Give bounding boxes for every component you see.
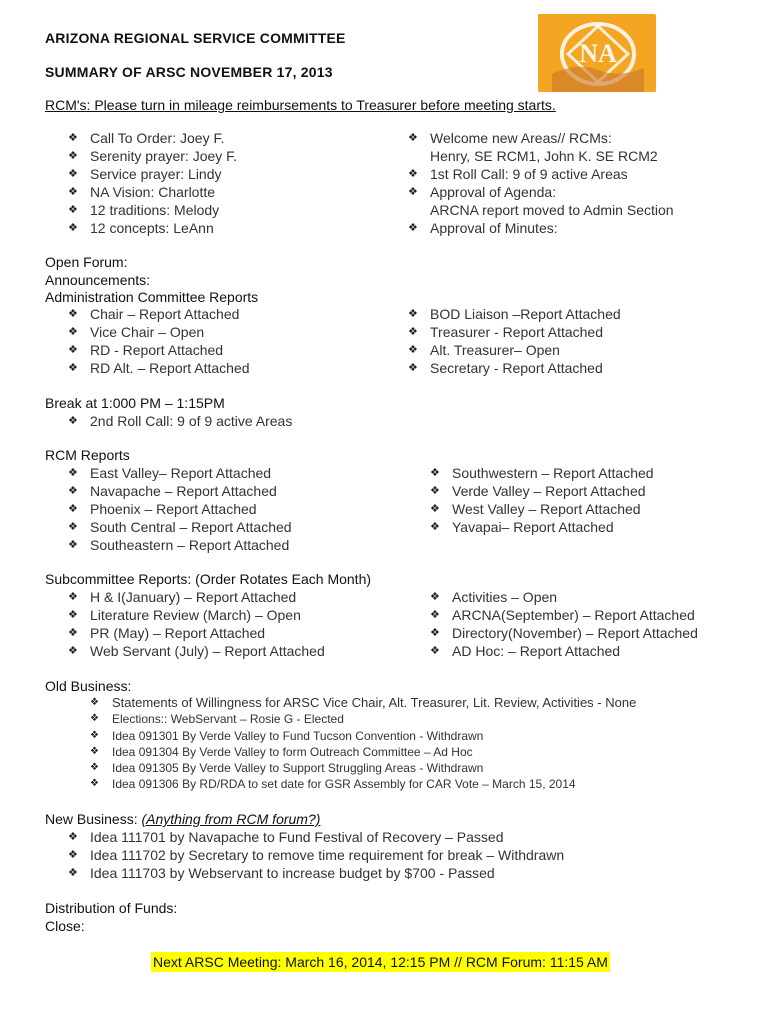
list-item-text: West Valley – Report Attached (452, 501, 641, 517)
list-item-text: Southwestern – Report Attached (452, 465, 654, 481)
org-title: ARIZONA REGIONAL SERVICE COMMITTEE (45, 30, 346, 46)
list-item (68, 305, 250, 323)
list-item-text: Statements of Willingness for ARSC Vice Chair, Alt. Treasurer, Lit. Review, Activities - None (112, 695, 637, 710)
list-item (68, 518, 292, 536)
list-item-text: 1st Roll Call: 9 of 9 active Areas (430, 166, 628, 182)
bullet-icon: ❖ (408, 344, 418, 356)
opening-right-list (408, 129, 674, 237)
bullet-icon: ❖ (68, 204, 78, 216)
bullet-icon: ❖ (430, 503, 440, 515)
list-item (68, 536, 292, 554)
list-item-text: H & I(January) – Report Attached (90, 589, 297, 605)
list-item-text: Idea 111701 by Navapache to Fund Festival of Recovery – Passed (90, 829, 504, 845)
subcommittee-left-list (68, 588, 325, 660)
list-item (68, 412, 292, 430)
list-item-text: Phoenix – Report Attached (90, 501, 257, 517)
new-business-heading (45, 811, 320, 827)
list-item-text: Yavapai– Report Attached (452, 519, 614, 535)
list-item (68, 183, 237, 201)
list-item-text: Call To Order: Joey F. (90, 130, 225, 146)
bullet-icon: ❖ (68, 539, 78, 551)
bullet-icon: ❖ (90, 762, 99, 774)
rcm-right-list (430, 464, 654, 536)
list-item (430, 606, 698, 624)
bullet-icon: ❖ (68, 467, 78, 479)
list-item (430, 500, 654, 518)
list-item (408, 219, 674, 237)
list-item-text: Idea 111702 by Secretary to remove time requirement for break – Withdrawn (90, 847, 565, 863)
list-item (68, 219, 237, 237)
list-item-text: Vice Chair – Open (90, 324, 205, 340)
list-item (68, 129, 237, 147)
list-item-text: Southeastern – Report Attached (90, 537, 290, 553)
list-item (430, 624, 698, 642)
list-item (90, 744, 636, 760)
list-item (68, 828, 564, 846)
new-business-list (68, 828, 564, 882)
bullet-icon: ❖ (68, 186, 78, 198)
list-item-text: Idea 091301 By Verde Valley to Fund Tucson Convention - Withdrawn (112, 728, 484, 743)
list-item (68, 624, 325, 642)
list-item-text: Alt. Treasurer– Open (430, 342, 560, 358)
bullet-icon: ❖ (68, 521, 78, 533)
list-item (68, 500, 292, 518)
list-item (68, 482, 292, 500)
list-item (430, 642, 698, 660)
bullet-icon: ❖ (90, 697, 99, 708)
distribution-heading: Distribution of Funds: (45, 900, 178, 916)
bullet-icon: ❖ (408, 132, 418, 144)
bullet-icon: ❖ (68, 485, 78, 497)
list-item (68, 642, 325, 660)
bullet-icon: ❖ (408, 222, 418, 234)
bullet-icon: ❖ (68, 308, 78, 320)
list-item-text: Treasurer - Report Attached (430, 324, 604, 340)
list-item-text: Approval of Agenda: (430, 184, 557, 200)
list-item-text: Approval of Minutes: (430, 220, 558, 236)
bullet-icon: ❖ (68, 150, 78, 162)
bullet-icon: ❖ (408, 168, 418, 180)
list-item (430, 482, 654, 500)
rcm-note: RCM's: Please turn in mileage reimbursements to Treasurer before meeting starts. (45, 97, 556, 113)
list-item-text: Idea 091304 By Verde Valley to form Outreach Committee – Ad Hoc (112, 744, 473, 759)
list-item (408, 359, 621, 377)
list-item (68, 323, 250, 341)
list-item (68, 864, 564, 882)
list-item-text: 2nd Roll Call: 9 of 9 active Areas (90, 413, 293, 429)
list-item-text: Idea 091305 By Verde Valley to Support Struggling Areas - Withdrawn (112, 761, 484, 776)
bullet-icon: ❖ (430, 591, 440, 603)
svg-text:NA: NA (579, 39, 617, 68)
bullet-icon: ❖ (90, 778, 99, 790)
list-item-text: PR (May) – Report Attached (90, 625, 266, 641)
list-item-text: RD Alt. – Report Attached (90, 360, 250, 376)
list-item-continuation: ARCNA report moved to Admin Section (430, 202, 674, 218)
list-item-text: Literature Review (March) – Open (90, 607, 301, 623)
list-item (90, 695, 636, 711)
bullet-icon: ❖ (430, 645, 440, 657)
next-meeting-highlight: Next ARSC Meeting: March 16, 2014, 12:15 PM // RCM Forum: 11:15 AM (153, 954, 608, 970)
list-item (430, 464, 654, 482)
list-item (408, 341, 621, 359)
list-item (68, 147, 237, 165)
bullet-icon: ❖ (68, 344, 78, 356)
list-item-text: Directory(November) – Report Attached (452, 625, 698, 641)
list-item (90, 760, 636, 776)
list-item-text: BOD Liaison –Report Attached (430, 306, 621, 322)
bullet-icon: ❖ (68, 503, 78, 515)
bullet-icon: ❖ (68, 645, 78, 657)
list-item-text: East Valley– Report Attached (90, 465, 272, 481)
bullet-icon: ❖ (430, 521, 440, 533)
list-item-text: RD - Report Attached (90, 342, 224, 358)
new-business-label: New Business: (45, 811, 138, 827)
list-item-text: NA Vision: Charlotte (90, 184, 216, 200)
bullet-icon: ❖ (68, 362, 78, 374)
admin-right-list (408, 305, 621, 377)
list-item (90, 711, 636, 727)
list-item-continuation: Henry, SE RCM1, John K. SE RCM2 (430, 148, 658, 164)
bullet-icon: ❖ (430, 467, 440, 479)
bullet-icon: ❖ (90, 745, 99, 757)
bullet-icon: ❖ (68, 831, 78, 843)
list-item-text: Service prayer: Lindy (90, 166, 222, 182)
break-heading: Break at 1:000 PM – 1:15PM (45, 395, 225, 411)
list-item (68, 341, 250, 359)
rcm-reports-heading: RCM Reports (45, 447, 130, 463)
list-item-text: Welcome new Areas// RCMs: (430, 130, 612, 146)
bullet-icon: ❖ (68, 168, 78, 180)
list-item (408, 323, 621, 341)
list-item (68, 606, 325, 624)
list-item (68, 359, 250, 377)
bullet-icon: ❖ (68, 627, 78, 639)
list-item-text: Navapache – Report Attached (90, 483, 277, 499)
summary-title: SUMMARY OF ARSC NOVEMBER 17, 2013 (45, 64, 333, 80)
list-item-text: 12 traditions: Melody (90, 202, 220, 218)
list-item-text: Chair – Report Attached (90, 306, 240, 322)
bullet-icon: ❖ (68, 609, 78, 621)
list-item (408, 165, 674, 183)
bullet-icon: ❖ (408, 186, 418, 198)
opening-left-list (68, 129, 237, 237)
list-item (408, 183, 674, 201)
list-item-text: Idea 111703 by Webservant to increase budget by $700 - Passed (90, 865, 495, 881)
new-business-subtitle: (Anything from RCM forum?) (141, 811, 321, 827)
bullet-icon: ❖ (90, 713, 99, 725)
list-item (68, 588, 325, 606)
bullet-icon: ❖ (68, 849, 78, 861)
list-item-text: Elections:: WebServant – Rosie G - Elected (112, 712, 344, 727)
bullet-icon: ❖ (68, 132, 78, 144)
list-item-text: Web Servant (July) – Report Attached (90, 643, 325, 659)
bullet-icon: ❖ (408, 308, 418, 320)
admin-left-list (68, 305, 250, 377)
list-item-text: AD Hoc: – Report Attached (452, 643, 621, 659)
old-business-list (90, 695, 636, 793)
close-heading: Close: (45, 918, 85, 934)
list-item (68, 165, 237, 183)
list-item (68, 201, 237, 219)
subcommittee-heading: Subcommittee Reports: (Order Rotates Each Month) (45, 571, 372, 587)
subcommittee-right-list (430, 588, 698, 660)
bullet-icon: ❖ (68, 415, 78, 427)
list-item-text: Verde Valley – Report Attached (452, 483, 646, 499)
list-item-text: 12 concepts: LeAnn (90, 220, 214, 236)
bullet-icon: ❖ (430, 627, 440, 639)
list-item-text: Idea 091306 By RD/RDA to set date for GSR Assembly for CAR Vote – March 15, 2014 (112, 777, 576, 792)
list-item (68, 464, 292, 482)
list-item-text: Serenity prayer: Joey F. (90, 148, 238, 164)
list-item (408, 129, 674, 147)
break-list (68, 412, 292, 430)
list-item (430, 518, 654, 536)
list-item (90, 728, 636, 744)
list-item-text: Secretary - Report Attached (430, 360, 603, 376)
bullet-icon: ❖ (68, 591, 78, 603)
list-item-text: South Central – Report Attached (90, 519, 292, 535)
bullet-icon: ❖ (68, 222, 78, 234)
bullet-icon: ❖ (90, 729, 99, 741)
bullet-icon: ❖ (430, 609, 440, 621)
announcements-heading: Announcements: (45, 272, 151, 288)
admin-heading: Administration Committee Reports (45, 289, 259, 305)
bullet-icon: ❖ (430, 485, 440, 497)
open-forum-heading: Open Forum: (45, 254, 128, 270)
list-item-text: ARCNA(September) – Report Attached (452, 607, 695, 623)
bullet-icon: ❖ (68, 867, 78, 879)
bullet-icon: ❖ (408, 362, 418, 374)
rcm-left-list (68, 464, 292, 554)
old-business-heading: Old Business: (45, 678, 132, 694)
list-item (408, 305, 621, 323)
bullet-icon: ❖ (68, 326, 78, 338)
list-item (90, 776, 636, 792)
na-logo-icon (538, 14, 656, 92)
list-item-text: Activities – Open (452, 589, 558, 605)
list-item (430, 588, 698, 606)
list-item (68, 846, 564, 864)
bullet-icon: ❖ (408, 326, 418, 338)
